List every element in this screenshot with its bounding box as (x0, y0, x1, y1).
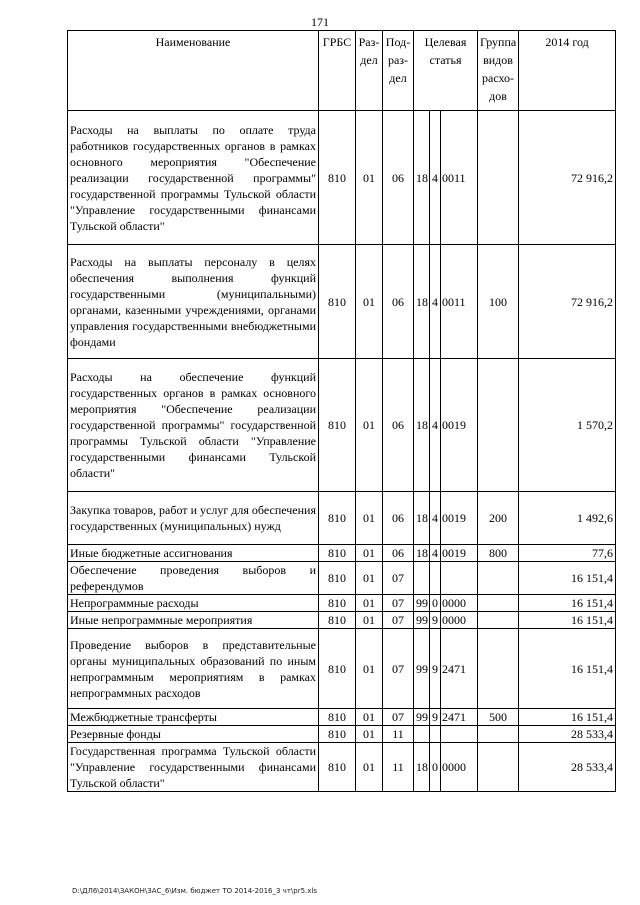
table-row (68, 612, 616, 629)
row-razdel: 01 (356, 612, 383, 629)
row-expense-group: 800 (478, 545, 519, 562)
row-podrazdel: 11 (383, 743, 414, 792)
row-razdel: 01 (356, 111, 383, 245)
row-target-code (441, 726, 478, 743)
row-podrazdel: 06 (383, 111, 414, 245)
row-amount: 1 492,6 (519, 492, 616, 545)
header-podrazdel: Под-раз-дел (383, 31, 414, 111)
table-row (68, 629, 616, 709)
row-razdel: 01 (356, 562, 383, 595)
row-razdel: 01 (356, 743, 383, 792)
row-name: Закупка товаров, работ и услуг для обеспечения государственных (муниципальных) нужд (68, 492, 319, 545)
row-target-program (414, 726, 430, 743)
row-name: Государственная программа Тульской области "Управление государственными финансами Тульской области" (68, 743, 319, 792)
row-grbs: 810 (319, 545, 356, 562)
row-grbs: 810 (319, 492, 356, 545)
row-expense-group (478, 743, 519, 792)
table-row (68, 492, 616, 545)
table-row (68, 709, 616, 726)
header-row (68, 31, 616, 111)
row-target-program: 18 (414, 545, 430, 562)
row-target-code: 2471 (441, 709, 478, 726)
row-razdel: 01 (356, 629, 383, 709)
row-grbs: 810 (319, 111, 356, 245)
row-target-code: 0019 (441, 359, 478, 492)
row-target-program: 18 (414, 245, 430, 359)
row-target-code: 0000 (441, 612, 478, 629)
row-razdel: 01 (356, 726, 383, 743)
row-target-program: 99 (414, 595, 430, 612)
row-expense-group (478, 629, 519, 709)
row-target-code: 0011 (441, 245, 478, 359)
row-podrazdel: 11 (383, 726, 414, 743)
row-grbs: 810 (319, 562, 356, 595)
row-target-program: 18 (414, 743, 430, 792)
row-target-subprogram: 9 (430, 709, 441, 726)
row-podrazdel: 06 (383, 359, 414, 492)
row-target-program: 18 (414, 492, 430, 545)
row-grbs: 810 (319, 245, 356, 359)
row-target-code: 0019 (441, 492, 478, 545)
row-name: Иные непрограммные мероприятия (68, 612, 319, 629)
row-target-code: 0011 (441, 111, 478, 245)
row-grbs: 810 (319, 709, 356, 726)
row-name: Расходы на выплаты по оплате труда работников государственных органов в рамках основного мероприятия "Обеспечение реализации государственной программы" государственной программы Тульской области "Управление государственными финансами Тульской области" (68, 111, 319, 245)
table-row (68, 245, 616, 359)
row-target-code: 0000 (441, 595, 478, 612)
row-amount: 1 570,2 (519, 359, 616, 492)
row-podrazdel: 06 (383, 492, 414, 545)
row-target-subprogram: 4 (430, 245, 441, 359)
table-row (68, 726, 616, 743)
row-grbs: 810 (319, 726, 356, 743)
row-podrazdel: 07 (383, 629, 414, 709)
row-target-subprogram: 0 (430, 595, 441, 612)
row-amount: 16 151,4 (519, 595, 616, 612)
row-expense-group (478, 595, 519, 612)
row-podrazdel: 06 (383, 545, 414, 562)
row-podrazdel: 07 (383, 709, 414, 726)
row-grbs: 810 (319, 629, 356, 709)
row-amount: 16 151,4 (519, 562, 616, 595)
page-number: 171 (311, 15, 329, 29)
row-target-code: 0019 (441, 545, 478, 562)
table-row (68, 743, 616, 792)
row-grbs: 810 (319, 612, 356, 629)
row-amount: 28 533,4 (519, 743, 616, 792)
row-target-program: 18 (414, 359, 430, 492)
row-amount: 77,6 (519, 545, 616, 562)
row-name: Расходы на выплаты персоналу в целях обеспечения выполнения функций государственными (муниципальными) органами, казенными учреждениями, органами управления государственными внебюджетными фондами (68, 245, 319, 359)
row-grbs: 810 (319, 359, 356, 492)
row-razdel: 01 (356, 595, 383, 612)
header-year-2014: 2014 год (519, 31, 616, 111)
row-target-subprogram: 4 (430, 359, 441, 492)
row-podrazdel: 07 (383, 612, 414, 629)
row-target-subprogram: 9 (430, 612, 441, 629)
row-podrazdel: 07 (383, 595, 414, 612)
row-target-program: 99 (414, 709, 430, 726)
row-target-subprogram: 4 (430, 111, 441, 245)
budget-table (67, 30, 616, 792)
table-body (68, 111, 616, 792)
row-target-subprogram: 4 (430, 545, 441, 562)
row-amount: 16 151,4 (519, 709, 616, 726)
row-name: Непрограммные расходы (68, 595, 319, 612)
row-target-code (441, 562, 478, 595)
row-grbs: 810 (319, 595, 356, 612)
row-expense-group (478, 111, 519, 245)
row-podrazdel: 07 (383, 562, 414, 595)
row-name: Обеспечение проведения выборов и референдумов (68, 562, 319, 595)
row-name: Межбюджетные трансферты (68, 709, 319, 726)
row-grbs: 810 (319, 743, 356, 792)
row-razdel: 01 (356, 709, 383, 726)
table-row (68, 359, 616, 492)
row-expense-group (478, 359, 519, 492)
row-target-program (414, 562, 430, 595)
row-name: Иные бюджетные ассигнования (68, 545, 319, 562)
row-podrazdel: 06 (383, 245, 414, 359)
row-name: Расходы на обеспечение функций государственных органов в рамках основного мероприятия "Обеспечение реализации государственной программы" государственной программы Тульской области "Управление государственными финансами Тульской области" (68, 359, 319, 492)
row-target-subprogram: 9 (430, 629, 441, 709)
header-target-article: Целевая статья (414, 31, 478, 111)
row-expense-group (478, 612, 519, 629)
row-amount: 16 151,4 (519, 612, 616, 629)
row-target-program: 99 (414, 612, 430, 629)
row-amount: 72 916,2 (519, 111, 616, 245)
row-target-code: 0000 (441, 743, 478, 792)
row-amount: 72 916,2 (519, 245, 616, 359)
row-target-code: 2471 (441, 629, 478, 709)
table-row (68, 595, 616, 612)
row-expense-group: 100 (478, 245, 519, 359)
row-target-subprogram: 4 (430, 492, 441, 545)
row-name: Проведение выборов в представительные органы муниципальных образований по иным непрограммным мероприятиям в рамках непрограммных расходов (68, 629, 319, 709)
file-path-footer: D:\ДЛ6\2014\ЗАКОН\ЗАС_6\Изм. бюджет ТО 2014-2016_3 чт\pr5.xls (72, 887, 317, 895)
row-target-subprogram (430, 726, 441, 743)
row-target-subprogram (430, 562, 441, 595)
row-target-program: 18 (414, 111, 430, 245)
row-target-subprogram: 0 (430, 743, 441, 792)
row-razdel: 01 (356, 245, 383, 359)
row-amount: 28 533,4 (519, 726, 616, 743)
row-expense-group: 500 (478, 709, 519, 726)
table-row (68, 111, 616, 245)
row-expense-group (478, 726, 519, 743)
row-razdel: 01 (356, 492, 383, 545)
row-razdel: 01 (356, 359, 383, 492)
header-name: Наименование (68, 31, 319, 111)
row-expense-group (478, 562, 519, 595)
table-row (68, 545, 616, 562)
row-target-program: 99 (414, 629, 430, 709)
row-amount: 16 151,4 (519, 629, 616, 709)
header-expense-group: Группа видов расхо-дов (478, 31, 519, 111)
row-expense-group: 200 (478, 492, 519, 545)
header-razdel: Раз-дел (356, 31, 383, 111)
row-razdel: 01 (356, 545, 383, 562)
header-grbs: ГРБС (319, 31, 356, 111)
table-row (68, 562, 616, 595)
row-name: Резервные фонды (68, 726, 319, 743)
